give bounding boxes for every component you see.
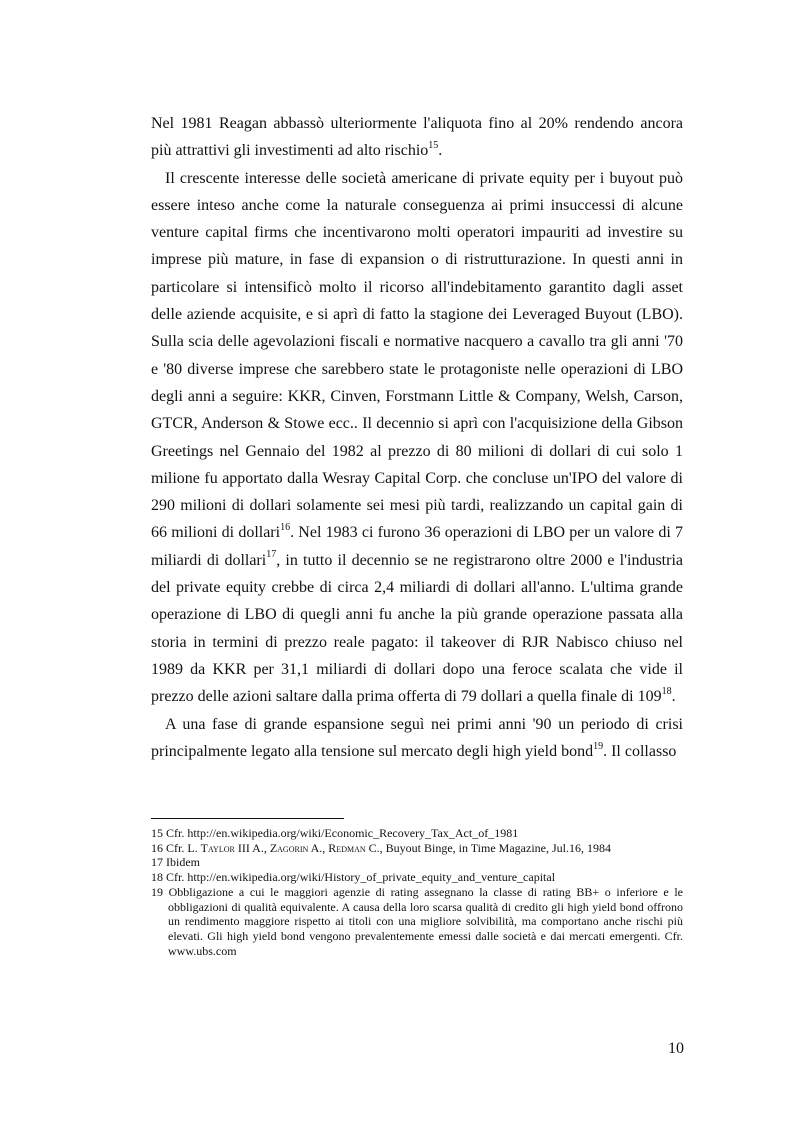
footnote-text: III A., <box>234 840 270 855</box>
paragraph-text: , in tutto il decennio se ne registrarono oltre 2000 e l'industria del private equity crebbe di circa 2,4 miliardi di dollari all'anno. L'ultima grande operazione di LBO di quegli anni fu anche la più grande operazione passata alla storia in termini di prezzo reale pagato: il takeover di RJR Nabisco chiuso nel 1989 da KKR per 31,1 miliardi di dollari dopo una feroce scalata che vide il prezzo delle azioni saltare dalla prima offerta di 79 dollari a quella finale di 109 <box>151 551 683 706</box>
footnote-15: 15 Cfr. http://en.wikipedia.org/wiki/Economic_Recovery_Tax_Act_of_1981 <box>151 826 519 840</box>
footnote-18: 18 Cfr. http://en.wikipedia.org/wiki/History_of_private_equity_and_venture_capital <box>151 870 556 885</box>
footnote-text: 16 Cfr. L. <box>151 840 201 855</box>
footnote-ref-19[interactable]: 19 <box>593 740 604 752</box>
footnote-ref-16[interactable]: 16 <box>280 522 291 534</box>
paragraph-3 <box>151 711 683 766</box>
paragraph-text: Il crescente interesse delle società americane di private equity per i buyout può essere inteso anche come la naturale conseguenza ai primi insuccessi di alcune venture capital firms che incentivarono molti operatori impauriti ad investire su imprese più mature, in fase di expansion o di ristrutturazione. In questi anni in particolare si intensificò molto il ricorso all'indebitamento garantito dagli asset delle aziende acquisite, e si aprì di fatto la stagione dei Leveraged Buyout (LBO). Sulla scia delle agevolazioni fiscali e normative nacquero a cavallo tra gli anni '70 e '80 diverse imprese che sarebbero state le protagoniste nelle operazioni di LBO degli anni a seguire: KKR, Cinven, Forstmann Little & Company, Welsh, Carson, GTCR, Anderson & Stowe ecc.. Il decennio si aprì con l'acquisizione della Gibson Greetings nel Gennaio del 1982 al prezzo di 80 milioni di dollari di cui solo 1 milione fu apportato dalla Wesray Capital Corp. che concluse un'IPO del valore di 290 milioni di dollari solamente sei mesi più tardi, realizzando un capital gain di 66 milioni di dollari <box>151 169 683 542</box>
author-name: Redman <box>328 840 366 855</box>
paragraph-text: . <box>438 142 443 160</box>
footnote-ref-15[interactable]: 15 <box>428 139 439 151</box>
paragraph-text: . <box>671 688 676 706</box>
body-text <box>151 110 683 765</box>
author-name: Zagorin <box>269 840 309 855</box>
footnote-ref-18[interactable]: 18 <box>661 685 672 697</box>
footnote-text: C., Buyout Binge, in Time Magazine, Jul.16, 1984 <box>365 840 611 855</box>
footnotes <box>151 826 683 958</box>
footnote-19: 19 Obbligazione a cui le maggiori agenzie di rating assegnano la classe di rating BB+ o inferiore e le obbligazioni di qualità equivalente. A causa della loro scarsa qualità di credito gli high yield bond offrono un rendimento maggiore rispetto ai titoli con una migliore solvibilità, ma comportano anche rischi più elevati. Gli high yield bond vengono prevalentemente emessi dalle società e dai mercati emergenti. Cfr. www.ubs.com <box>151 884 683 958</box>
page-number: 10 <box>668 1040 684 1057</box>
footnote-separator <box>151 818 344 819</box>
paragraph-text: A una fase di grande espansione seguì nei primi anni '90 un periodo di crisi principalmente legato alla tensione sul mercato degli high yield bond <box>151 715 683 760</box>
paragraph-text: . Il collasso <box>603 742 677 760</box>
paragraph-2 <box>151 165 683 711</box>
paragraph-1 <box>151 110 683 165</box>
paragraph-text: Nel 1981 Reagan abbassò ulteriormente l'aliquota fino al 20% rendendo ancora più attrattivi gli investimenti ad alto rischio <box>151 115 683 160</box>
footnote-16 <box>151 841 683 856</box>
author-name: Taylor <box>200 840 235 855</box>
paragraph-text: . Nel 1983 ci furono 36 operazioni di LBO per un valore di 7 miliardi di dollari <box>151 524 684 569</box>
footnote-17: 17 Ibidem <box>151 855 200 870</box>
footnote-ref-17[interactable]: 17 <box>266 549 277 561</box>
footnote-text: A., <box>308 840 329 855</box>
